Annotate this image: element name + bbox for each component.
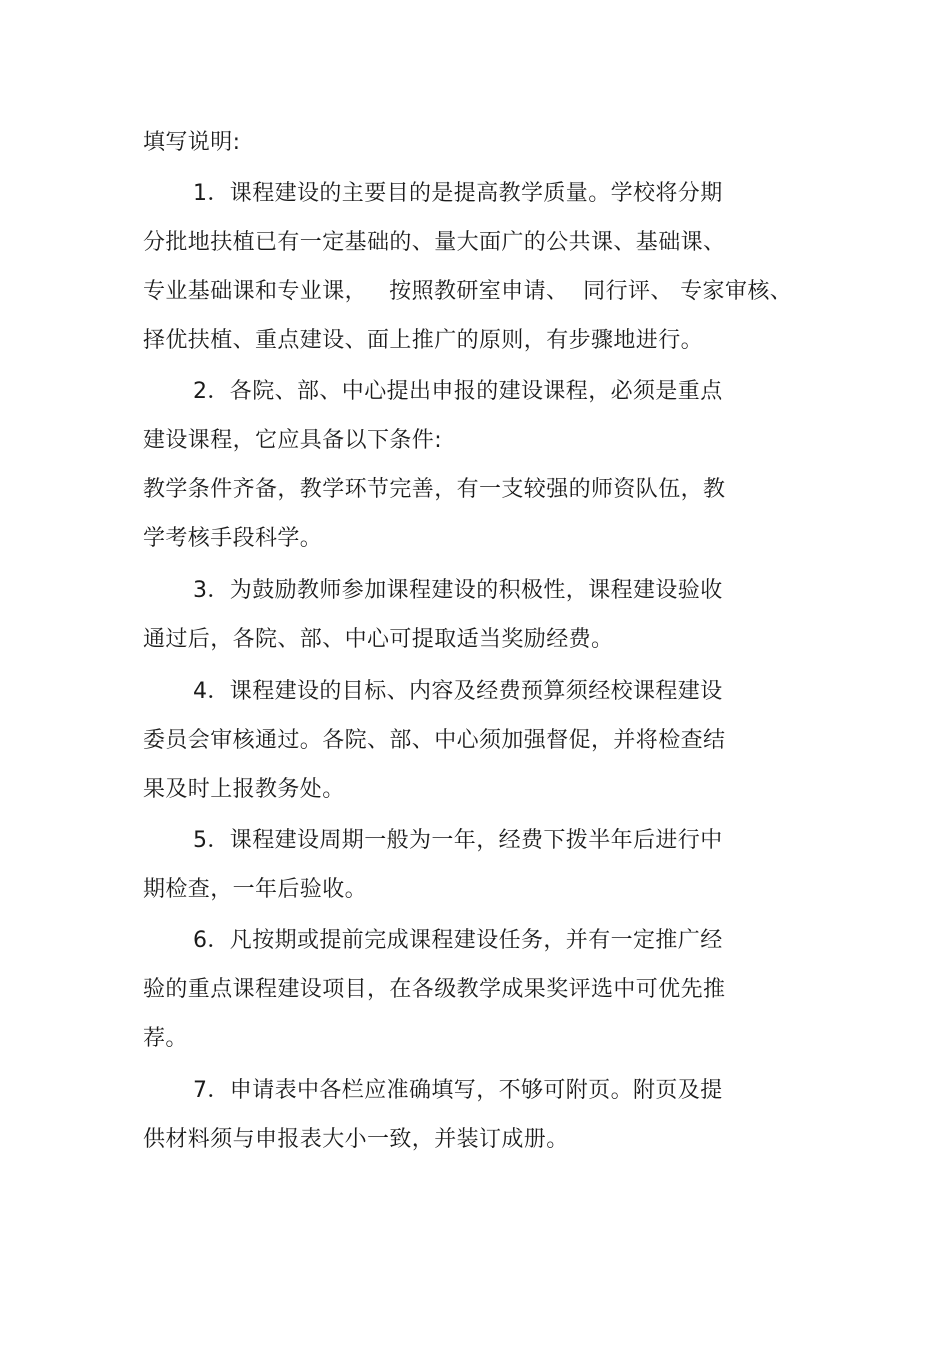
item-2-line-4: 学考核手段科学。 <box>143 526 323 551</box>
item-6-line-1: 6．凡按期或提前完成课程建设任务，并有一定推广经 <box>193 928 723 953</box>
item-4-line-1: 4．课程建设的目标、内容及经费预算须经校课程建设 <box>193 679 723 704</box>
item-7-line-1: 7．申请表中各栏应准确填写，不够可附页。附页及提 <box>193 1078 723 1103</box>
item-1-line-2: 分批地扶植已有一定基础的、量大面广的公共课、基础课、 <box>143 230 726 255</box>
item-4-line-2: 委员会审核通过。各院、部、中心须加强督促，并将检查结 <box>143 728 726 753</box>
item-1-line-3: 专业基础课和专业课， 按照教研室申请、 同行评、 专家审核、 <box>143 279 793 304</box>
item-6-line-3: 荐。 <box>143 1026 188 1051</box>
item-2-line-3: 教学条件齐备，教学环节完善，有一支较强的师资队伍，教 <box>143 477 726 502</box>
item-2-line-1: 2．各院、部、中心提出申报的建设课程，必须是重点 <box>193 379 723 404</box>
document-heading: 填写说明: <box>143 130 241 155</box>
item-1-line-4: 择优扶植、重点建设、面上推广的原则，有步骤地进行。 <box>143 328 704 353</box>
item-4-line-3: 果及时上报教务处。 <box>143 777 345 802</box>
item-6-line-2: 验的重点课程建设项目，在各级教学成果奖评选中可优先推 <box>143 977 726 1002</box>
item-2-line-2: 建设课程，它应具备以下条件: <box>143 428 443 453</box>
item-3-line-1: 3．为鼓励教师参加课程建设的积极性，课程建设验收 <box>193 578 723 603</box>
item-7-line-2: 供材料须与申报表大小一致，并装订成册。 <box>143 1127 569 1152</box>
item-5-line-1: 5．课程建设周期一般为一年，经费下拨半年后进行中 <box>193 828 723 853</box>
item-1-line-1: 1．课程建设的主要目的是提高教学质量。学校将分期 <box>193 181 723 206</box>
item-3-line-2: 通过后，各院、部、中心可提取适当奖励经费。 <box>143 627 614 652</box>
item-5-line-2: 期检查，一年后验收。 <box>143 877 368 902</box>
